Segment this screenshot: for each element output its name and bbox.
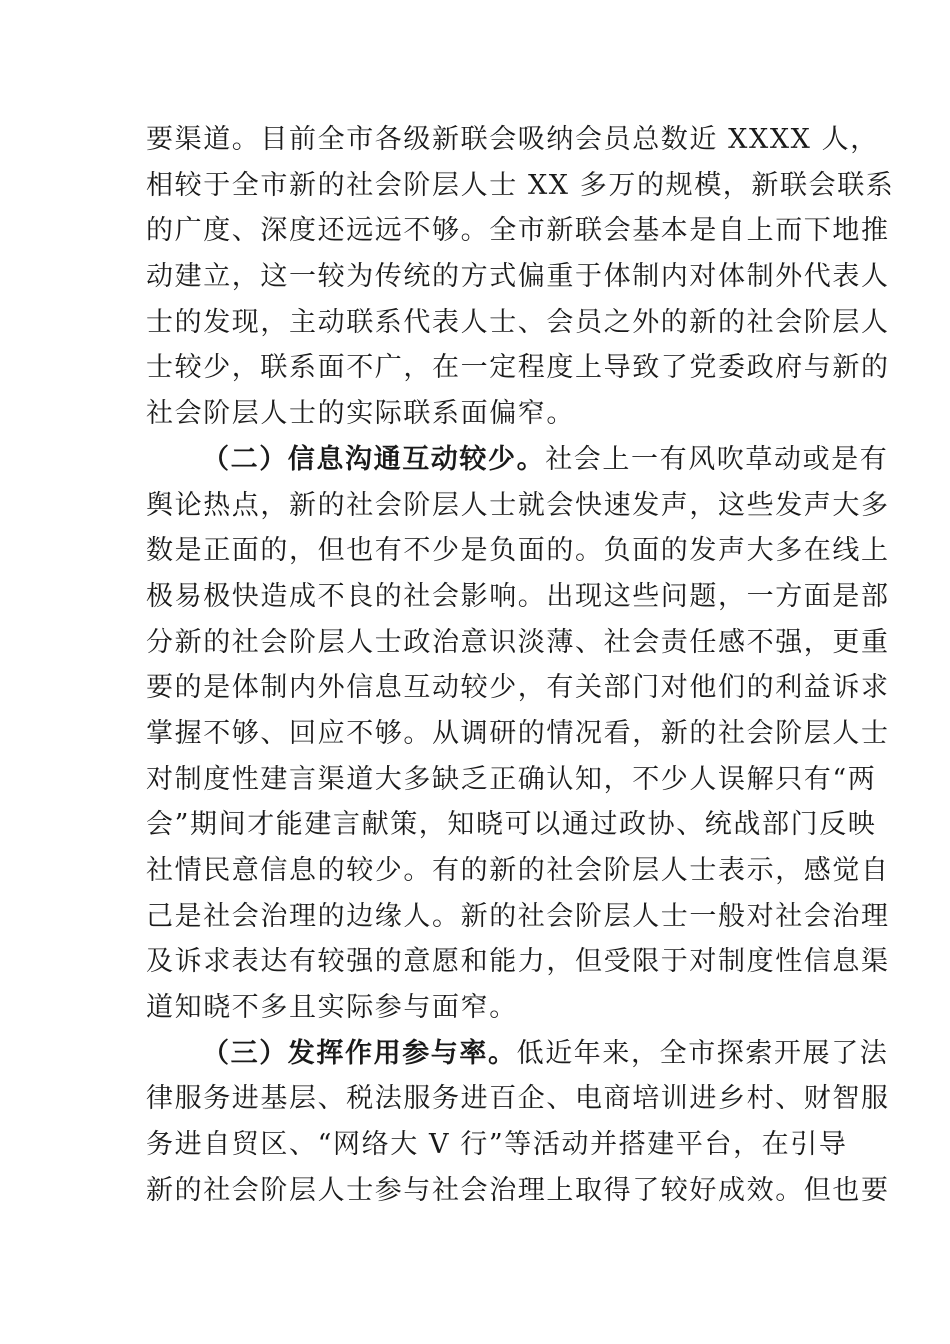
text-line: 道知晓不多且实际参与面窄。	[146, 992, 518, 1024]
text-line: 要的是体制内外信息互动较少，有关部门对他们的利益诉求	[146, 672, 890, 704]
paragraph-continuation	[146, 117, 895, 437]
text-run: 低近年来，全市探索开展了法	[516, 1037, 889, 1069]
text-line: 会”期间才能建言献策，知晓可以通过政协、统战部门反映	[146, 809, 877, 841]
text-line: 士的发现，主动联系代表人士、会员之外的新的社会阶层人	[146, 306, 890, 338]
text-line: 分新的社会阶层人士政治意识淡薄、社会责任感不强，更重	[146, 626, 890, 658]
text-line: 数是正面的，但也有不少是负面的。负面的发声大多在线上	[146, 535, 890, 567]
text-line: 务进自贸区、“网络大 V 行”等活动并搭建平台，在引导	[146, 1129, 848, 1161]
text-line: 动建立，这一较为传统的方式偏重于体制内对体制外代表人	[146, 261, 890, 293]
text-line: 士较少，联系面不广，在一定程度上导致了党委政府与新的	[146, 352, 890, 384]
text-line: 要渠道。目前全市各级新联会吸纳会员总数近 XXXX 人，	[146, 124, 879, 155]
paragraph-info-communication	[146, 437, 890, 1031]
text-line: 极易极快造成不良的社会影响。出现这些问题，一方面是部	[146, 580, 890, 612]
text-line: 社会阶层人士的实际联系面偏窄。	[146, 398, 575, 430]
section-heading: （二）信息沟通互动较少。	[202, 443, 546, 475]
text-line: 舆论热点，新的社会阶层人士就会快速发声，这些发声大多	[146, 489, 890, 521]
text-line: 对制度性建言渠道大多缺乏正确认知，不少人误解只有“两	[146, 763, 877, 795]
text-line: 律服务进基层、税法服务进百企、电商培训进乡村、财智服	[146, 1083, 890, 1115]
text-line: 及诉求表达有较强的意愿和能力，但受限于对制度性信息渠	[146, 946, 890, 978]
text-line: 相较于全市新的社会阶层人士 XX 多万的规模，新联会联系	[146, 169, 895, 201]
body-text	[146, 117, 895, 1214]
text-line: 新的社会阶层人士参与社会治理上取得了较好成效。但也要	[146, 1174, 890, 1206]
text-line: 己是社会治理的边缘人。新的社会阶层人士一般对社会治理	[146, 900, 890, 932]
text-run: 社会上一有风吹草动或是有	[545, 443, 889, 475]
text-line	[146, 437, 889, 483]
text-line	[146, 1031, 889, 1077]
text-line: 掌握不够、回应不够。从调研的情况看，新的社会阶层人士	[146, 717, 890, 749]
text-line: 的广度、深度还远远不够。全市新联会基本是自上而下地推	[146, 215, 890, 247]
text-line: 社情民意信息的较少。有的新的社会阶层人士表示，感觉自	[146, 855, 890, 886]
paragraph-participation	[146, 1031, 890, 1214]
section-heading: （三）发挥作用参与率。	[202, 1037, 517, 1069]
